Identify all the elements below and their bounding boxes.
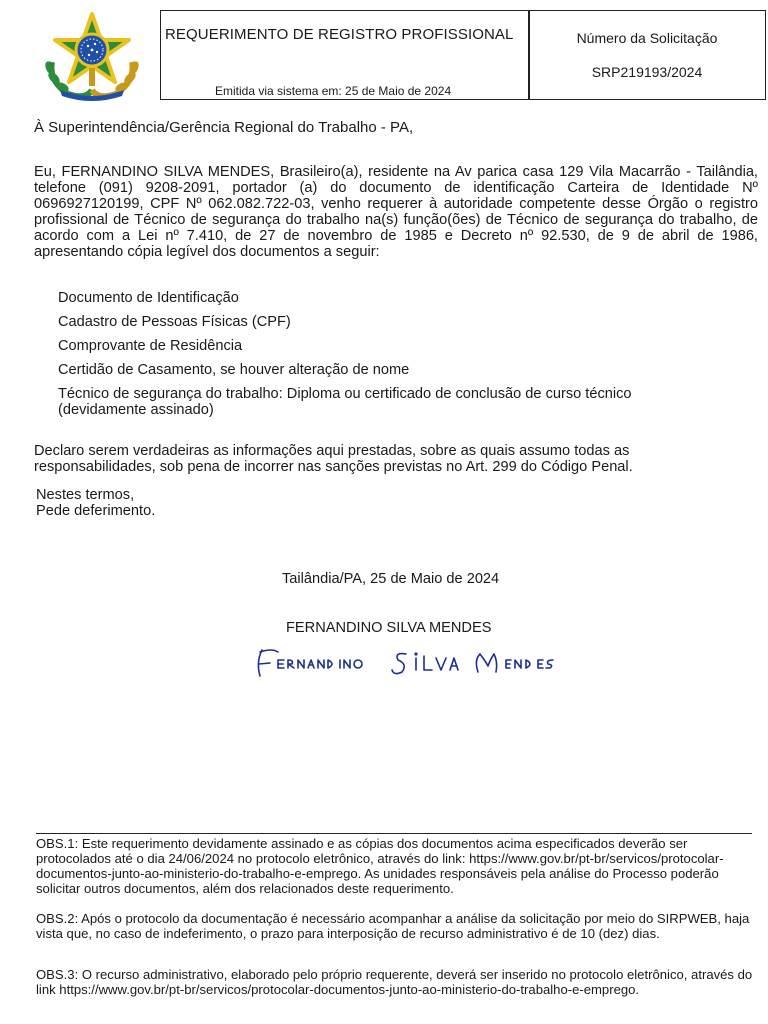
- issued-date: Emitida via sistema em: 25 de Maio de 2024: [215, 84, 452, 98]
- request-number: SRP219193/2024: [591, 64, 703, 80]
- addressee: À Superintendência/Gerência Regional do Trabalho - PA,: [34, 119, 414, 136]
- place-date: Tailândia/PA, 25 de Maio de 2024: [282, 571, 500, 587]
- brazil-coat-of-arms-icon: [34, 10, 150, 102]
- document-list: [58, 290, 718, 426]
- request-paragraph: Eu, FERNANDINO SILVA MENDES, Brasileiro(a), residente na Av parica casa 129 Vila Macarrão - Tailândia, telefone (091) 9208-2091, portador (a) do documento de identificação Carteira de Identidade Nº 0696927120199, CPF Nº 062.082.722-03, venho requerer à autoridade competente desse Órgão o registro profissional de Técnico de segurança do trabalho na(s) função(ões) de Técnico de segurança do trabalho, de acordo com a Lei nº 7.410, de 27 de novembro de 1985 e Decreto nº 92.530, de 9 de abril de 1986, apresentando cópia legível dos documentos a seguir:: [34, 164, 758, 260]
- closing: [36, 487, 155, 519]
- handwritten-signature: [248, 640, 558, 680]
- list-item: Comprovante de Residência: [58, 338, 243, 354]
- list-item: Técnico de segurança do trabalho: Diploma ou certificado de conclusão de curso técnico (devidamente assinado): [58, 386, 632, 418]
- closing-line-2: Pede deferimento.: [36, 503, 156, 519]
- observation-3: OBS.3: O recurso administrativo, elaborado pelo próprio requerente, deverá ser inserido no protocolo eletrônico, através do link https://www.gov.br/pt-br/servicos/protocolar-documentos-junto-ao-ministerio-do-trabalho-e-emprego.: [36, 967, 753, 997]
- header-divider: [528, 10, 530, 100]
- list-item: Documento de Identificação: [58, 290, 239, 306]
- form-title: REQUERIMENTO DE REGISTRO PROFISSIONAL: [165, 26, 514, 43]
- signer-name: FERNANDINO SILVA MENDES: [286, 620, 492, 636]
- declaration: Declaro serem verdadeiras as informações aqui prestadas, sobre as quais assumo todas as responsabilidades, sob pena de incorrer nas sanções previstas no Art. 299 do Código Penal.: [34, 443, 633, 475]
- request-number-label: Número da Solicitação: [576, 30, 718, 46]
- list-item: Cadastro de Pessoas Físicas (CPF): [58, 314, 291, 330]
- observations-divider: [36, 833, 752, 834]
- list-item: Certidão de Casamento, se houver alteração de nome: [58, 362, 410, 378]
- closing-line-1: Nestes termos,: [36, 487, 135, 503]
- observation-2: OBS.2: Após o protocolo da documentação é necessário acompanhar a análise da solicitação por meio do SIRPWEB, haja vista que, no caso de indeferimento, o prazo para interposição de recurso administrativo é de 10 (dez) dias.: [36, 911, 750, 941]
- observation-1: OBS.1: Este requerimento devidamente assinado e as cópias dos documentos acima especificados deverão ser protocolados até o dia 24/06/2024 no protocolo eletrônico, através do link: https://www.gov.br/pt-br/servicos/protocolar-documentos-junto-ao-ministerio-do-trabalho-e-emprego. As unidades responsáveis pela análise do Processo poderão solicitar outros documentos, além dos relacionados deste requerimento.: [36, 836, 724, 896]
